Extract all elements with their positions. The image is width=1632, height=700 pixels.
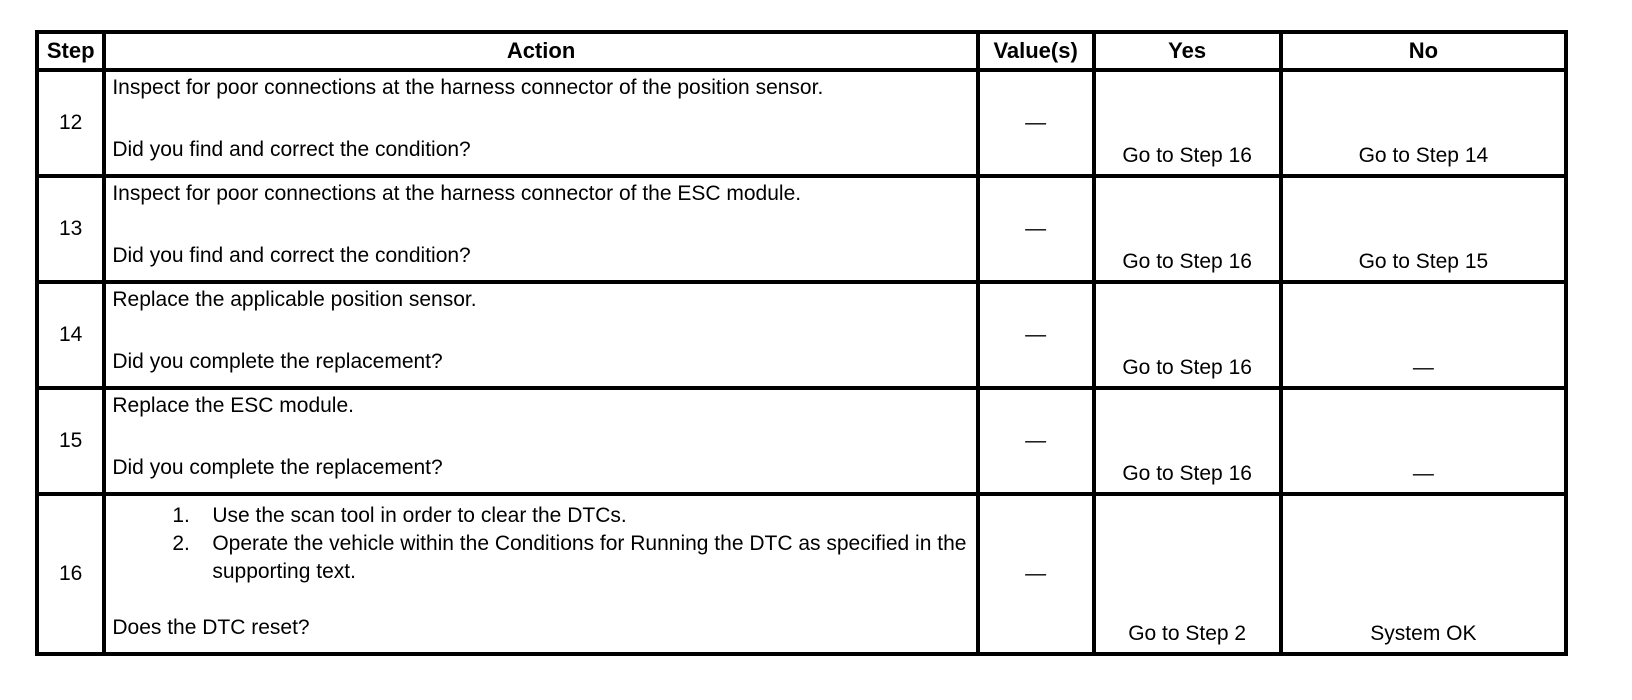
yes-cell: Go to Step 16 <box>1094 70 1281 176</box>
header-action: Action <box>104 32 977 70</box>
no-cell: — <box>1281 282 1566 388</box>
action-question: Did you find and correct the condition? <box>112 244 471 267</box>
action-step-list <box>112 502 969 586</box>
value-cell: — <box>978 70 1094 176</box>
yes-cell: Go to Step 16 <box>1094 388 1281 494</box>
no-cell: — <box>1281 388 1566 494</box>
list-item-text: Use the scan tool in order to clear the DTCs. <box>212 504 627 527</box>
yes-cell: Go to Step 16 <box>1094 176 1281 282</box>
table-header-row <box>37 32 1566 70</box>
table-row <box>37 176 1566 282</box>
action-question: Did you complete the replacement? <box>112 350 443 373</box>
yes-cell: Go to Step 2 <box>1094 494 1281 654</box>
no-cell: Go to Step 15 <box>1281 176 1566 282</box>
action-text: Inspect for poor connections at the harness connector of the position sensor. <box>112 76 824 99</box>
action-question: Does the DTC reset? <box>112 616 310 639</box>
value-cell: — <box>978 176 1094 282</box>
action-question: Did you complete the replacement? <box>112 456 443 479</box>
list-item <box>112 502 969 530</box>
list-item-number: 2. <box>172 532 190 555</box>
action-text: Replace the ESC module. <box>112 394 354 417</box>
diagnostic-table <box>35 30 1568 656</box>
step-number: 13 <box>37 176 104 282</box>
header-no: No <box>1281 32 1566 70</box>
action-cell <box>104 494 977 654</box>
action-cell <box>104 70 977 176</box>
action-cell <box>104 282 977 388</box>
table-row <box>37 70 1566 176</box>
step-number: 12 <box>37 70 104 176</box>
step-number: 14 <box>37 282 104 388</box>
step-number: 16 <box>37 494 104 654</box>
list-item-number: 1. <box>172 504 190 527</box>
table-row <box>37 388 1566 494</box>
action-question: Did you find and correct the condition? <box>112 138 471 161</box>
no-cell: System OK <box>1281 494 1566 654</box>
table-row <box>37 282 1566 388</box>
value-cell: — <box>978 388 1094 494</box>
value-cell: — <box>978 282 1094 388</box>
no-cell: Go to Step 14 <box>1281 70 1566 176</box>
yes-cell: Go to Step 16 <box>1094 282 1281 388</box>
step-number: 15 <box>37 388 104 494</box>
list-item-text: Operate the vehicle within the Conditions for Running the DTC as specified in the supporting text. <box>212 532 967 583</box>
diagnostic-table-container <box>35 30 1568 656</box>
action-cell <box>104 388 977 494</box>
header-yes: Yes <box>1094 32 1281 70</box>
header-values: Value(s) <box>978 32 1094 70</box>
list-item <box>112 530 969 586</box>
table-row <box>37 494 1566 654</box>
action-text: Inspect for poor connections at the harness connector of the ESC module. <box>112 182 802 205</box>
action-text: Replace the applicable position sensor. <box>112 288 477 311</box>
header-step: Step <box>37 32 104 70</box>
value-cell: — <box>978 494 1094 654</box>
action-cell <box>104 176 977 282</box>
